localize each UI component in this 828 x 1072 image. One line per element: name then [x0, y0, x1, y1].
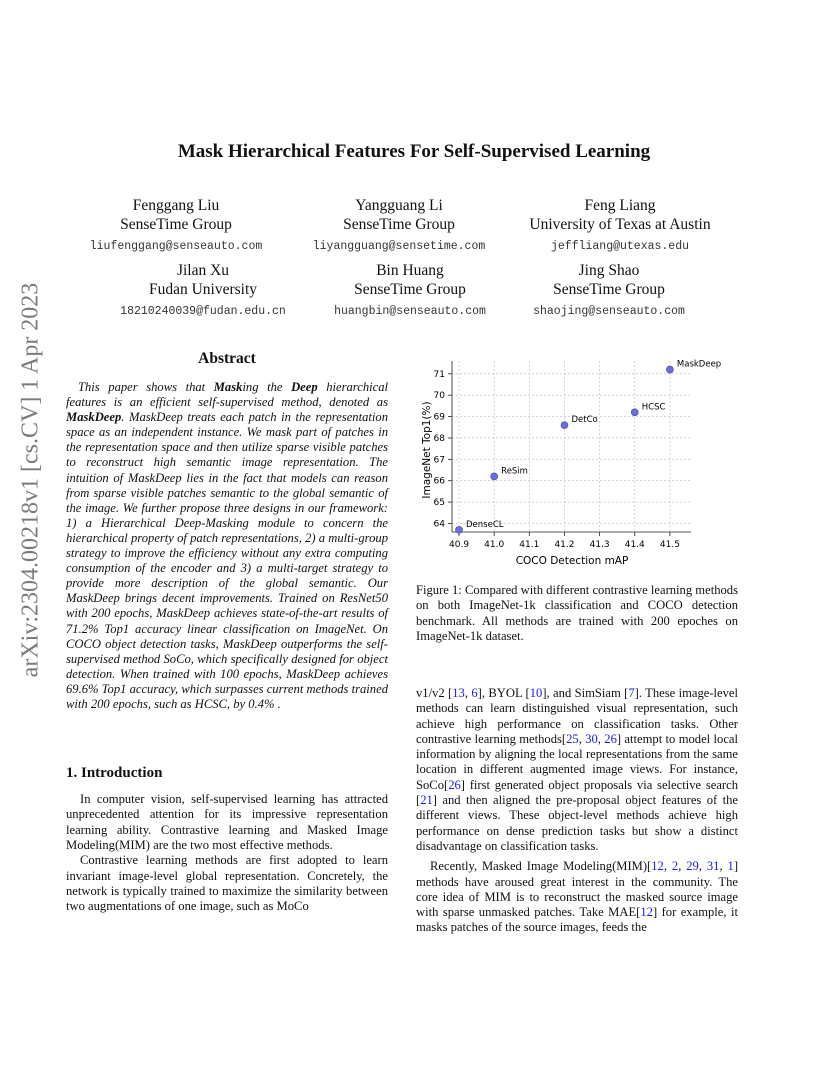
author-email: jeffliang@utexas.edu	[550, 240, 690, 253]
y-tick-label: 67	[433, 455, 445, 466]
y-tick-label: 66	[433, 476, 445, 487]
citation-link[interactable]: 30	[585, 731, 598, 746]
data-point-label: DenseCL	[466, 519, 504, 530]
author-block	[495, 196, 745, 256]
abstract-heading: Abstract	[198, 350, 256, 367]
author-affiliation: Fudan University	[148, 281, 258, 298]
citation-link[interactable]: 10	[529, 686, 543, 700]
y-tick-label: 70	[433, 391, 445, 402]
y-tick-label: 64	[433, 519, 445, 530]
y-axis-label: ImageNet Top1(%)	[421, 401, 433, 499]
author-email: huangbin@senseauto.com	[334, 305, 486, 318]
author-affiliation: SenseTime Group	[343, 216, 455, 233]
data-point-label: DetCo	[571, 415, 598, 426]
author-block	[274, 196, 524, 256]
body-paragraph: v1/v2 [13, 6], BYOL [10], and SimSiam [7]. These image-level methods can learn distinguished visual representation, such achieve high performance on classification tasks. Other contrastive learning methods[25, 30, 26] attempt to model local information by aligning the local representations from the same location in different augmented image views. For instance, SoCo[26] first generated object proposals via selective search [21] and then aligned the pre-proposal object features of the different views. These object-level methods achieve high performance on dense prediction tasks but show a distinct disadvantage on classification tasks.	[416, 686, 739, 853]
data-point	[666, 366, 673, 373]
x-axis-label: COCO Detection mAP	[515, 555, 629, 567]
figure-caption-block	[416, 583, 738, 644]
author-affiliation: SenseTime Group	[553, 281, 665, 298]
y-tick-label: 65	[433, 498, 445, 509]
citation-link[interactable]: 21	[420, 793, 433, 808]
x-tick-label: 41.4	[624, 540, 645, 550]
citation-link[interactable]: 13	[452, 686, 465, 700]
section-heading: 1. Introduction	[66, 765, 163, 782]
citation-link[interactable]: 7	[628, 686, 635, 700]
author-block	[51, 196, 301, 256]
author-name: Feng Liang	[584, 197, 656, 214]
body-paragraph: Recently, Masked Image Modeling(MIM)[12, 2, 29, 31, 1] methods have aroused great interest in the community. The core idea of MIM is to reconstruct the masked source image with sparse unmasked patches. Take MAE[12] for example, it masks patches of the source images, feeds the	[416, 859, 739, 935]
data-point	[491, 473, 498, 480]
intro-paragraph: Contrastive learning methods are first adopted to learn invariant image-level global representation. Concretely, the network is typically trained to maximize the similarity between two augmentations of one image, such as MoCo	[66, 853, 388, 914]
data-point-label: ReSim	[501, 466, 528, 477]
left-column	[66, 350, 388, 914]
author-name: Fenggang Liu	[132, 197, 220, 214]
citation-link[interactable]: 31	[706, 859, 720, 874]
citation-link[interactable]: 12	[640, 905, 653, 920]
citation-link[interactable]: 1	[727, 859, 734, 874]
citation-link[interactable]: 12	[651, 859, 664, 874]
arxiv-identifier	[11, 282, 51, 678]
author-name: Jilan Xu	[176, 262, 230, 279]
y-tick-label: 68	[433, 433, 445, 444]
author-block	[484, 261, 734, 321]
data-point	[561, 422, 568, 429]
figure-caption: Figure 1: Compared with different contrastive learning methods on both ImageNet-1k classification and COCO detection benchmark. All methods are trained with 200 epoches on ImageNet-1k dataset.	[416, 583, 738, 643]
author-email: shaojing@senseauto.com	[533, 305, 685, 318]
author-email: liyangguang@sensetime.com	[312, 240, 486, 253]
x-tick-label: 41.5	[659, 540, 680, 550]
author-name: Yangguang Li	[355, 197, 443, 214]
author-affiliation: SenseTime Group	[120, 216, 232, 233]
x-tick-label: 40.9	[449, 540, 470, 550]
author-name: Bin Huang	[376, 262, 444, 279]
data-point	[456, 526, 463, 533]
citation-link[interactable]: 6	[471, 686, 478, 700]
y-tick-label: 69	[433, 412, 445, 423]
paper-title: Mask Hierarchical Features For Self-Supervised Learning	[177, 141, 651, 162]
citation-link[interactable]: 2	[671, 859, 679, 874]
x-tick-label: 41.3	[589, 540, 610, 550]
scatter-chart	[416, 355, 738, 570]
author-affiliation: University of Texas at Austin	[529, 216, 711, 233]
citation-link[interactable]: 26	[448, 777, 461, 792]
author-email: 18210240039@fudan.edu.cn	[120, 305, 286, 318]
y-tick-label: 71	[433, 369, 445, 380]
citation-link[interactable]: 25	[566, 731, 579, 746]
right-column-text	[416, 686, 738, 936]
intro-paragraph: In computer vision, self-supervised learning has attracted unprecedented attention for its impressive representation learning ability. Contrastive learning and Masked Image Modeling(MIM) are the two most effective methods.	[66, 792, 388, 852]
data-point	[631, 409, 638, 416]
data-point-label: MaskDeep	[676, 359, 722, 370]
x-tick-label: 41.0	[484, 540, 505, 550]
x-tick-label: 41.1	[519, 540, 540, 550]
x-tick-label: 41.2	[554, 540, 575, 550]
citation-link[interactable]: 29	[686, 859, 699, 874]
data-point-label: HCSC	[641, 402, 666, 413]
abstract-text: This paper shows that Masking the Deep hierarchical features is an efficient self-supervised method, denoted as MaskDeep. MaskDeep treats each patch in the representation space as an independent instance. We mask part of patches in the representation space and then utilize sparse visible patches to reconstruct high semantic image representation. The intuition of MaskDeep lies in the fact that models can reason from sparse visible patches semantic to the global semantic of the image. We further propose three designs in our framework: 1) a Hierarchical Deep-Masking module to concern the hierarchical property of patch representations, 2) a multi-group strategy to improve the efficiency without any extra computing consumption of the encoder and 3) a multi-target strategy to provide more description of the global semantic. Our MaskDeep brings decent improvements. Trained on ResNet50 with 200 epochs, MaskDeep achieves state-of-the-art results of 71.2% Top1 accuracy linear classification on ImageNet. On COCO object detection tasks, MaskDeep outperforms the self-supervised method SoCo, which specifically designed for object detection. When trained with 100 epochs, MaskDeep achieves 69.6% Top1 accuracy, which surpasses current methods trained with 200 epochs, such as HCSC, by 0.4% .	[66, 380, 388, 711]
author-affiliation: SenseTime Group	[354, 281, 466, 298]
citation-link[interactable]: 26	[604, 731, 617, 746]
arxiv-identifier-text: arXiv:2304.00218v1 [cs.CV] 1 Apr 2023	[17, 282, 44, 678]
author-email: liufenggang@senseauto.com	[89, 240, 263, 253]
author-name: Jing Shao	[578, 262, 640, 279]
